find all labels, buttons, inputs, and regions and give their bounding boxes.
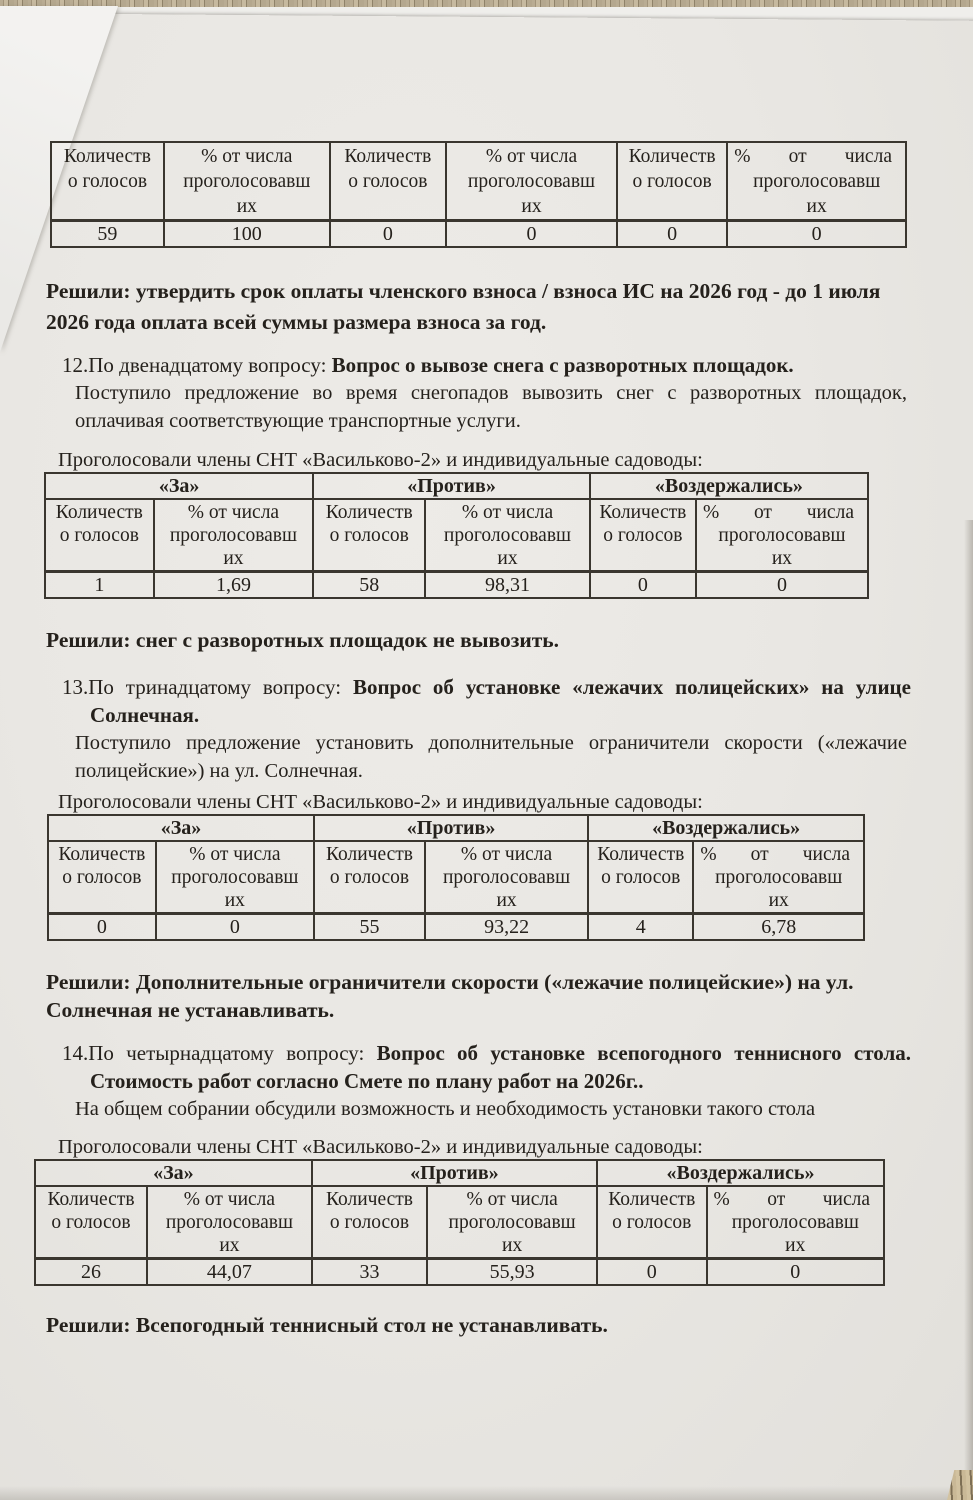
header-line: их: [224, 890, 245, 911]
vote-value: 33: [312, 1259, 427, 1286]
resolution-item13: Решили: Дополнительные ограничители скорости («лежачие полицейские») на ул. Солнечная не устанавливать.: [46, 970, 854, 1022]
header-pct-vozd: [727, 142, 906, 221]
resolution-item14: Решили: Всепогодный теннисный стол не устанавливать.: [46, 1313, 608, 1337]
word: от: [767, 1189, 786, 1210]
header-line: их: [771, 548, 793, 569]
header-line: % от числа: [466, 1189, 558, 1210]
header-pct-za: [156, 841, 314, 914]
vote-value: 0: [727, 221, 906, 248]
vote-value: 0: [156, 914, 314, 941]
header-count-protiv: [313, 499, 425, 572]
header-line: о голосов: [603, 525, 683, 546]
vote-table-13: [47, 814, 865, 941]
photo-bottom-shade: [0, 1486, 973, 1500]
word: от: [750, 844, 769, 865]
header-line: % от числа: [183, 1189, 276, 1210]
header-pct-protiv: [446, 142, 617, 221]
header-pct-vozd: [696, 499, 868, 572]
vote-value: 59: [51, 221, 164, 248]
header-line: Количеств: [344, 146, 432, 167]
header-line: о голосов: [67, 171, 148, 192]
item-13-body: Поступило предложение установить дополнительные ограничители скорости («лежачие полицейские») на ул. Солнечная.: [75, 732, 907, 782]
header-line: проголосовавш: [165, 1212, 293, 1233]
header-line: % от числа: [189, 844, 281, 865]
header-count-protiv: [330, 142, 446, 221]
item-12-body: Поступило предложение во время снегопадов вывозить снег с разворотных площадок, оплачивая соответствующие транспортные услуги.: [75, 382, 907, 432]
table-header-row: [51, 142, 906, 221]
vote-table-continuation: [50, 141, 907, 248]
header-line: проголосовавш: [715, 867, 843, 888]
header-count-za: [48, 841, 156, 914]
group-za: «За»: [48, 815, 314, 841]
word: %: [700, 844, 717, 865]
header-pct-vozd: [707, 1186, 884, 1259]
header-pct-protiv: [425, 841, 588, 914]
header-line: о голосов: [51, 1212, 131, 1233]
header-line: проголосовавш: [169, 525, 298, 546]
vote-table-14: [34, 1159, 885, 1286]
resolution-item11: Решили: утвердить срок оплаты членского взноса / взноса ИС на 2026 год - до 1 июля 2026 года оплата всей суммы размера взноса за год.: [46, 279, 881, 334]
header-line: проголосовавш: [467, 171, 596, 192]
vote-value: 0: [48, 914, 156, 941]
header-line: Количеств: [597, 844, 685, 865]
vote-value: 4: [588, 914, 693, 941]
vote-value: 58: [313, 572, 425, 599]
word: от: [753, 502, 772, 523]
header-line: их: [502, 1235, 523, 1256]
header-line: % от числа: [201, 146, 293, 167]
group-protiv: «Против»: [314, 815, 588, 841]
vote-caption-12: Проголосовали члены СНТ «Васильково-2» и индивидуальные садоводы:: [58, 449, 703, 471]
header-line: проголосовавш: [448, 1212, 576, 1233]
vote-value: 100: [164, 221, 330, 248]
item-13-heading: [0, 673, 911, 729]
header-line: % от числа: [461, 502, 554, 523]
header-line: проголосовавш: [731, 1212, 859, 1233]
table-header-row: [48, 841, 864, 914]
vote-value: 0: [446, 221, 617, 248]
item-14-body: На общем собрании обсудили возможность и необходимость установки такого стола: [75, 1098, 816, 1120]
header-line: их: [496, 890, 517, 911]
vote-value: 1,69: [154, 572, 314, 599]
header-line: их: [785, 1235, 806, 1256]
word: от: [788, 146, 807, 167]
header-line: о голосов: [59, 525, 139, 546]
header-line: проголосовавш: [718, 525, 846, 546]
header-line: Количеств: [325, 1189, 413, 1210]
header-count-protiv: [314, 841, 425, 914]
page-right-edge-shadow: [964, 520, 973, 1500]
header-count-za: [35, 1186, 147, 1259]
table-data-row: [45, 572, 868, 599]
vote-value: 0: [597, 1259, 707, 1286]
item-intro: По двенадцатому вопросу:: [88, 353, 327, 377]
header-line: % от числа: [460, 844, 553, 865]
header-pct-protiv: [427, 1186, 597, 1259]
header-line: Количеств: [599, 502, 687, 523]
header-line: Количеств: [55, 502, 143, 523]
header-line: проголосовавш: [753, 171, 881, 192]
header-line: их: [806, 196, 827, 217]
header-pct-za: [147, 1186, 312, 1259]
header-line: о голосов: [329, 867, 410, 888]
vote-value: 55: [314, 914, 425, 941]
header-line-justified: [699, 843, 858, 866]
item-intro: По четырнадцатому вопросу:: [88, 1041, 365, 1065]
header-line: проголосовавш: [442, 867, 571, 888]
header-line: Количеств: [63, 146, 151, 167]
header-count-vozd: [597, 1186, 707, 1259]
word: числа: [822, 1189, 870, 1210]
word: числа: [802, 844, 850, 865]
group-vozd: «Воздержались»: [597, 1160, 884, 1186]
header-line: Количеств: [325, 502, 413, 523]
header-line: о голосов: [329, 1212, 410, 1233]
header-pct-protiv: [425, 499, 590, 572]
header-line: Количеств: [47, 1189, 135, 1210]
table-group-row: [48, 815, 864, 841]
word: числа: [844, 146, 892, 167]
header-line: Количеств: [58, 844, 146, 865]
table-group-row: [45, 473, 868, 499]
vote-value: 98,31: [425, 572, 590, 599]
vote-value: 0: [707, 1259, 884, 1286]
group-za: «За»: [35, 1160, 312, 1186]
vote-value: 93,22: [425, 914, 588, 941]
table-data-row: [51, 221, 906, 248]
item-12-heading: [0, 351, 911, 379]
vote-table-12: [44, 472, 869, 599]
vote-value: 0: [330, 221, 446, 248]
header-pct-za: [154, 499, 314, 572]
header-line: проголосовавш: [443, 525, 572, 546]
group-protiv: «Против»: [312, 1160, 597, 1186]
header-line-justified: [702, 501, 862, 524]
word: %: [713, 1189, 730, 1210]
header-line: Количеств: [628, 146, 716, 167]
item-title: Вопрос об установке «лежачих полицейских» на улице Солнечная.: [90, 675, 911, 727]
header-line: о голосов: [329, 525, 409, 546]
header-line: % от числа: [485, 146, 578, 167]
header-line: проголосовавш: [171, 867, 299, 888]
table-group-row: [35, 1160, 884, 1186]
header-count-vozd: [590, 499, 696, 572]
header-line: их: [219, 1235, 240, 1256]
vote-value: 0: [590, 572, 696, 599]
header-line: о голосов: [62, 867, 142, 888]
header-line: Количеств: [608, 1189, 696, 1210]
vote-value: 0: [617, 221, 727, 248]
header-line: проголосовавш: [183, 171, 311, 192]
group-vozd: «Воздержались»: [588, 815, 864, 841]
resolution-item12: Решили: снег с разворотных площадок не вывозить.: [46, 628, 560, 652]
table-data-row: [48, 914, 864, 941]
vote-value: 1: [45, 572, 154, 599]
header-line: о голосов: [632, 171, 712, 192]
item-number: 14.: [62, 1041, 89, 1065]
header-line: их: [236, 196, 257, 217]
header-line: о голосов: [348, 171, 428, 192]
item-number: 12.: [62, 353, 89, 377]
word: %: [734, 146, 751, 167]
header-count-vozd: [588, 841, 693, 914]
item-14-heading: [0, 1039, 911, 1095]
vote-value: 6,78: [693, 914, 864, 941]
header-count-za: [45, 499, 154, 572]
header-line: Количеств: [325, 844, 413, 865]
header-line: их: [497, 548, 518, 569]
header-line-justified: [713, 1188, 878, 1211]
header-line: о голосов: [612, 1212, 692, 1233]
item-number: 13.: [62, 675, 89, 699]
vote-value: 0: [696, 572, 868, 599]
item-intro: По тринадцатому вопросу:: [88, 675, 342, 699]
header-pct-vozd: [693, 841, 864, 914]
item-title: Вопрос о вывозе снега с разворотных площадок.: [331, 353, 794, 377]
header-line: их: [223, 548, 244, 569]
vote-value: 44,07: [147, 1259, 312, 1286]
table-header-row: [35, 1186, 884, 1259]
word: %: [702, 502, 720, 523]
header-count-za: [51, 142, 164, 221]
table-header-row: [45, 499, 868, 572]
vote-value: 26: [35, 1259, 147, 1286]
group-protiv: «Против»: [313, 473, 590, 499]
header-line: % от числа: [187, 502, 280, 523]
group-za: «За»: [45, 473, 313, 499]
header-line: их: [521, 196, 542, 217]
header-line-justified: [733, 144, 900, 169]
header-count-vozd: [617, 142, 727, 221]
vote-value: 55,93: [427, 1259, 597, 1286]
table-data-row: [35, 1259, 884, 1286]
header-line: их: [768, 890, 789, 911]
word: числа: [806, 502, 854, 523]
header-pct-za: [164, 142, 330, 221]
header-line: о голосов: [601, 867, 681, 888]
header-count-protiv: [312, 1186, 427, 1259]
vote-caption-14: Проголосовали члены СНТ «Васильково-2» и индивидуальные садоводы:: [58, 1136, 703, 1158]
item-title: Вопрос об установке всепогодного теннисного стола. Стоимость работ согласно Смете по плану работ на 2026г..: [90, 1041, 912, 1093]
group-vozd: «Воздержались»: [590, 473, 868, 499]
vote-caption-13: Проголосовали члены СНТ «Васильково-2» и индивидуальные садоводы:: [58, 791, 703, 813]
